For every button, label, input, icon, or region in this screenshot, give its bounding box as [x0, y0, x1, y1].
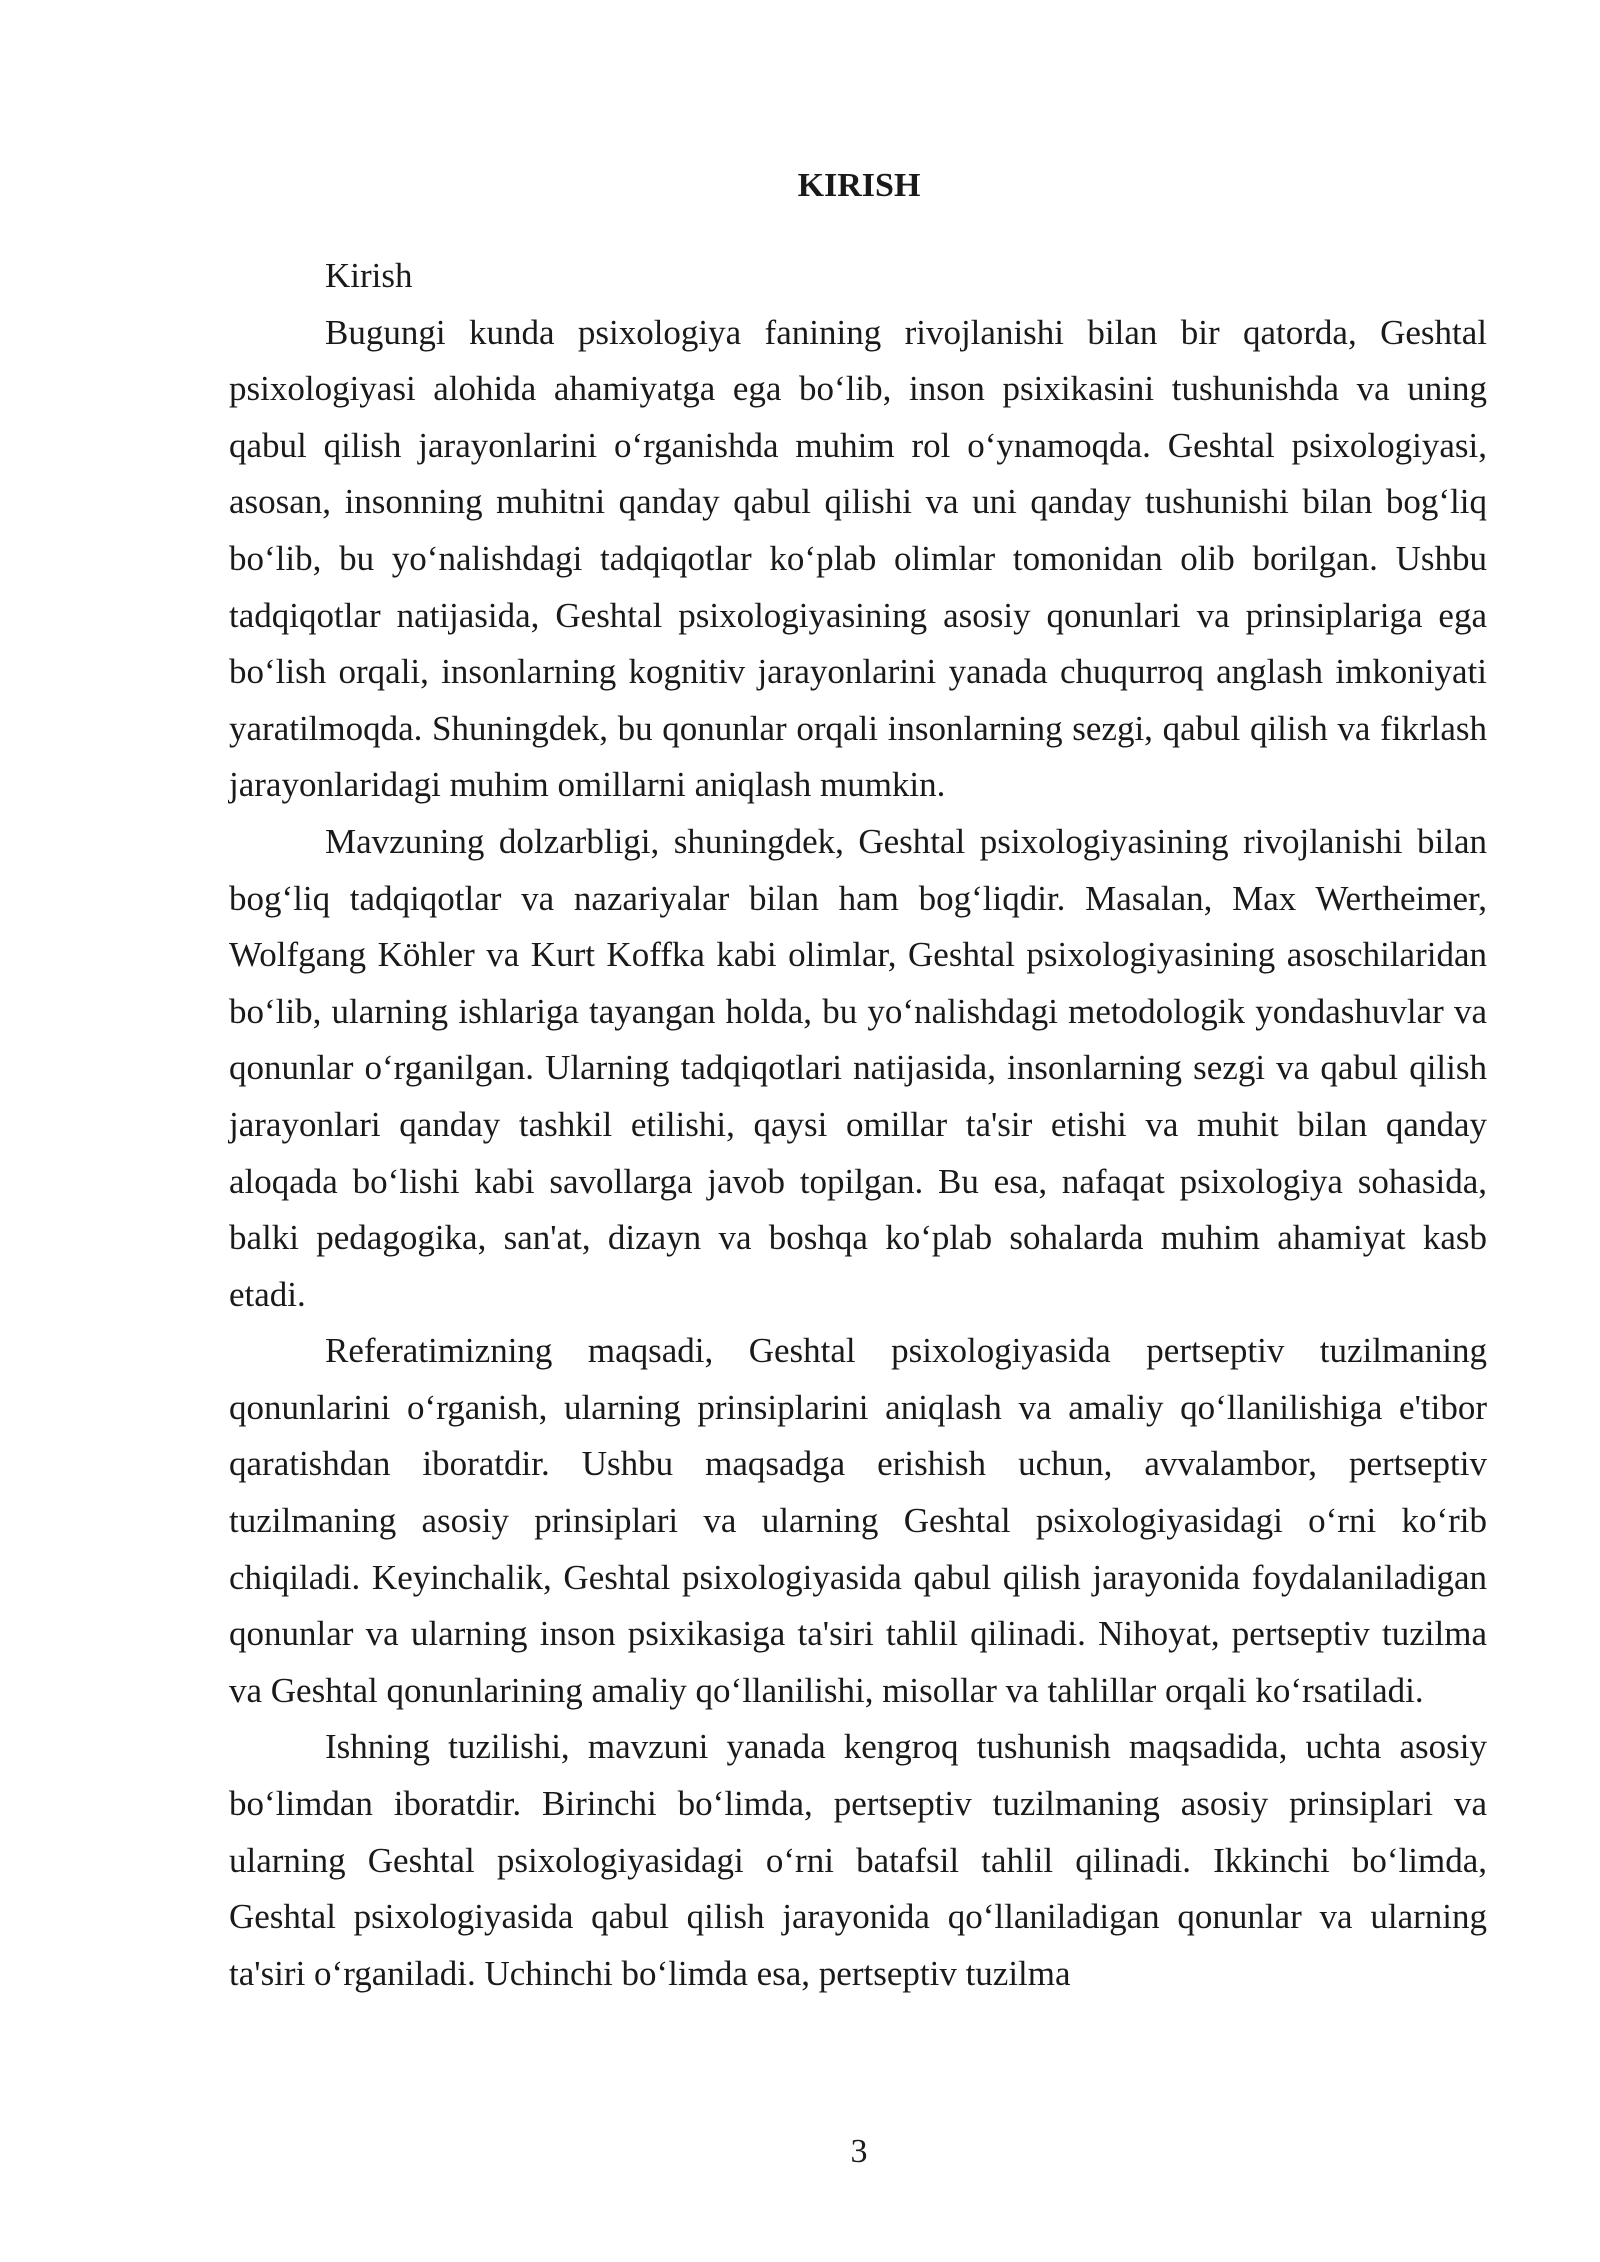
paragraph-intro: Bugungi kunda psixologiya fanining rivojlanishi bilan bir qatorda, Geshtal psixologiyasi alohida ahamiyatga ega bo‘lib, inson psixikasini tushunishda va uning qabul qilish jarayonlarini o‘rganishda muhim rol o‘ynamoqda. Geshtal psixologiyasi, asosan, insonning muhitni qanday qabul qilishi va uni qanday tushunishi bilan bog‘liq bo‘lib, bu yo‘nalishdagi tadqiqotlar ko‘plab olimlar tomonidan olib borilgan. Ushbu tadqiqotlar natijasida, Geshtal psixologiyasining asosiy qonunlari va prinsiplariga ega bo‘lish orqali, insonlarning kognitiv jarayonlarini yanada chuqurroq anglash imkoniyati yaratilmoqda. Shuningdek, bu qonunlar orqali insonlarning sezgi, qabul qilish va fikrlash jarayonlaridagi muhim omillarni aniqlash mumkin. [229, 312, 1487, 805]
paragraph-structure: Ishning tuzilishi, mavzuni yanada kengroq tushunish maqsadida, uchta asosiy bo‘limdan iboratdir. Birinchi bo‘limda, pertseptiv tuzilmaning asosiy prinsiplari va ularning Geshtal psixologiyasidagi o‘rni batafsil tahlil qilinadi. Ikkinchi bo‘limda, Geshtal psixologiyasida qabul qilish jarayonida qo‘llaniladigan qonunlar va ularning ta'siri o‘rganiladi. Uchinchi bo‘limda esa, pertseptiv tuzilma [229, 1727, 1487, 1993]
page-number: 3 [850, 2133, 868, 2170]
page-title: KIRISH [797, 167, 921, 204]
paragraph-relevance: Mavzuning dolzarbligi, shuningdek, Geshtal psixologiyasining rivojlanishi bilan bog‘liq tadqiqotlar va nazariyalar bilan ham bog‘liqdir. Masalan, Max Wertheimer, Wolfgang Köhler va Kurt Koffka kabi olimlar, Geshtal psixologiyasining asoschilaridan bo‘lib, ularning ishlariga tayangan holda, bu yo‘nalishdagi metodologik yondashuvlar va qonunlar o‘rganilgan. Ularning tadqiqotlari natijasida, insonlarning sezgi va qabul qilish jarayonlari qanday tashkil etilishi, qaysi omillar ta'sir etishi va muhit bilan qanday aloqada bo‘lishi kabi savollarga javob topilgan. Bu esa, nafaqat psixologiya sohasida, balki pedagogika, san'at, dizayn va boshqa ko‘plab sohalarda muhim ahamiyat kasb etadi. [229, 821, 1487, 1314]
paragraph-goal: Referatimizning maqsadi, Geshtal psixologiyasida pertseptiv tuzilmaning qonunlarini o‘rganish, ularning prinsiplarini aniqlash va amaliy qo‘llanilishiga e'tibor qaratishdan iboratdir. Ushbu maqsadga erishish uchun, avvalambor, pertseptiv tuzilmaning asosiy prinsiplari va ularning Geshtal psixologiyasidagi o‘rni ko‘rib chiqiladi. Keyinchalik, Geshtal psixologiyasida qabul qilish jarayonida foydalaniladigan qonunlar va ularning inson psixikasiga ta'siri tahlil qilinadi. Nihoyat, pertseptiv tuzilma va Geshtal qonunlarining amaliy qo‘llanilishi, misollar va tahlillar orqali ko‘rsatiladi. [229, 1331, 1487, 1710]
section-subheading: Kirish [325, 256, 413, 295]
body-text [229, 248, 1487, 2002]
